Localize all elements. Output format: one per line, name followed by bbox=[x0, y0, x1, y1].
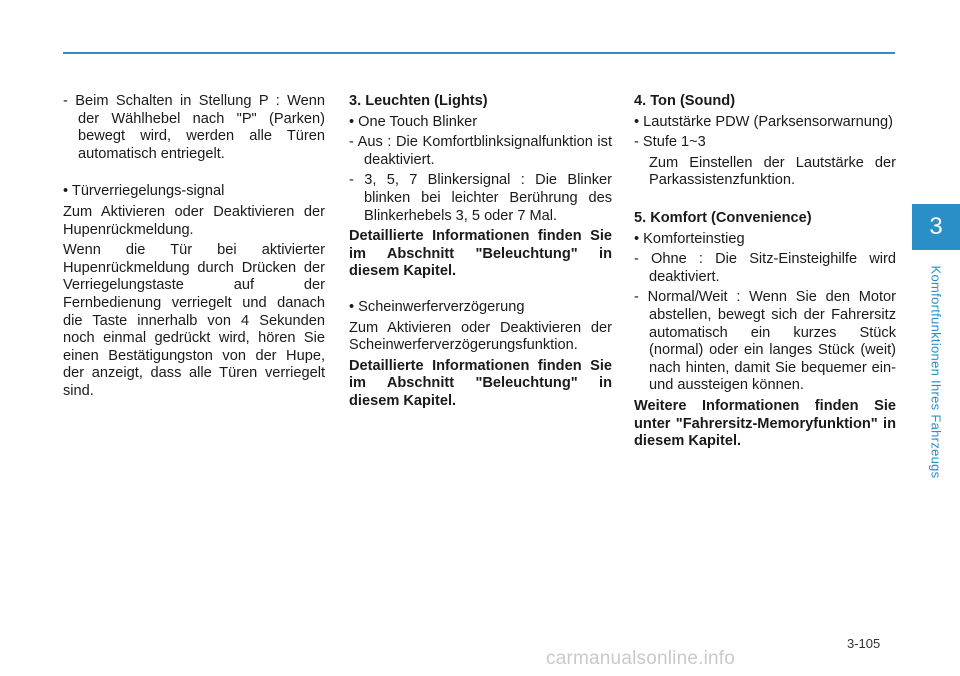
lock-signal-desc: Zum Aktivieren oder Deaktivieren der Hupenrückmeldung. bbox=[63, 203, 325, 238]
lock-signal-bullet: • Türverriegelungs-signal bbox=[63, 183, 225, 200]
chapter-title: Komfortfunktionen Ihres Fahrzeugs bbox=[928, 265, 944, 479]
one-touch-bullet: • One Touch Blinker bbox=[349, 113, 478, 130]
chapter-tab bbox=[912, 204, 960, 250]
level-desc: Zum Einstellen der Lautstärke der Parkassistenzfunktion. bbox=[649, 154, 896, 189]
column-1 bbox=[63, 93, 325, 401]
lights-note-1: Detaillierte Informationen finden Sie im Abschnitt "Beleuchtung" in diesem Kapitel. bbox=[349, 228, 612, 280]
page-number: 3-105 bbox=[847, 636, 881, 651]
column-3 bbox=[634, 93, 896, 451]
column-2 bbox=[349, 93, 612, 411]
none-item: - Ohne : Die Sitz-Einsteighilfe wird deaktiviert. bbox=[634, 251, 896, 285]
p-shift-item: - Beim Schalten in Stellung P : Wenn der Wählhebel nach "P" (Parken) bewegt wird, werden alle Türen automatisch entriegelt. bbox=[63, 93, 325, 162]
easy-access-bullet: • Komforteinstieg bbox=[634, 230, 745, 247]
sound-heading: 4. Ton (Sound) bbox=[634, 93, 736, 109]
comfort-heading: 5. Komfort (Convenience) bbox=[634, 209, 812, 226]
chapter-number: 3 bbox=[929, 213, 943, 240]
off-item: - Aus : Die Komfortblinksignalfunktion ist deaktiviert. bbox=[349, 134, 612, 168]
normal-wide-item: - Normal/Weit : Wenn Sie den Motor abstellen, bewegt sich der Fahrersitz automatisch ein kurzes Stück (normal) oder ein langes Stück (weit) nach hinten, damit Sie bequemer ein- und aussteigen können. bbox=[634, 289, 896, 394]
lock-signal-detail: Wenn die Tür bei aktivierter Hupenrückmeldung durch Drücken der Verriegelungstaste auf der Fernbedienung verriegelt und danach die Taste innerhalb von 4 Sekunden noch einmal gedrückt wird, hören Sie einen Bestätigungston von der Hupe, der anzeigt, dass alle Türen verriegelt sind. bbox=[63, 242, 325, 399]
lights-note-2: Detaillierte Informationen finden Sie im Abschnitt "Beleuchtung" in diesem Kapitel. bbox=[349, 357, 612, 409]
volume-bullet: • Lautstärke PDW (Parksensorwarnung) bbox=[634, 113, 893, 130]
top-rule bbox=[63, 52, 895, 54]
lights-heading: 3. Leuchten (Lights) bbox=[349, 93, 488, 109]
headlamp-delay-bullet: • Scheinwerferverzögerung bbox=[349, 298, 525, 315]
watermark: carmanualsonline.info bbox=[546, 648, 736, 669]
headlamp-delay-desc: Zum Aktivieren oder Deaktivieren der Scheinwerferverzögerungsfunktion. bbox=[349, 319, 612, 354]
blinker-357-item: - 3, 5, 7 Blinkersignal : Die Blinker blinken bei leichter Berührung des Blinkerhebels 3, 5 oder 7 Mal. bbox=[349, 172, 612, 224]
level-item: - Stufe 1~3 bbox=[634, 134, 706, 151]
comfort-note: Weitere Informationen finden Sie unter "Fahrersitz-Memoryfunktion" in diesem Kapitel. bbox=[634, 397, 896, 450]
